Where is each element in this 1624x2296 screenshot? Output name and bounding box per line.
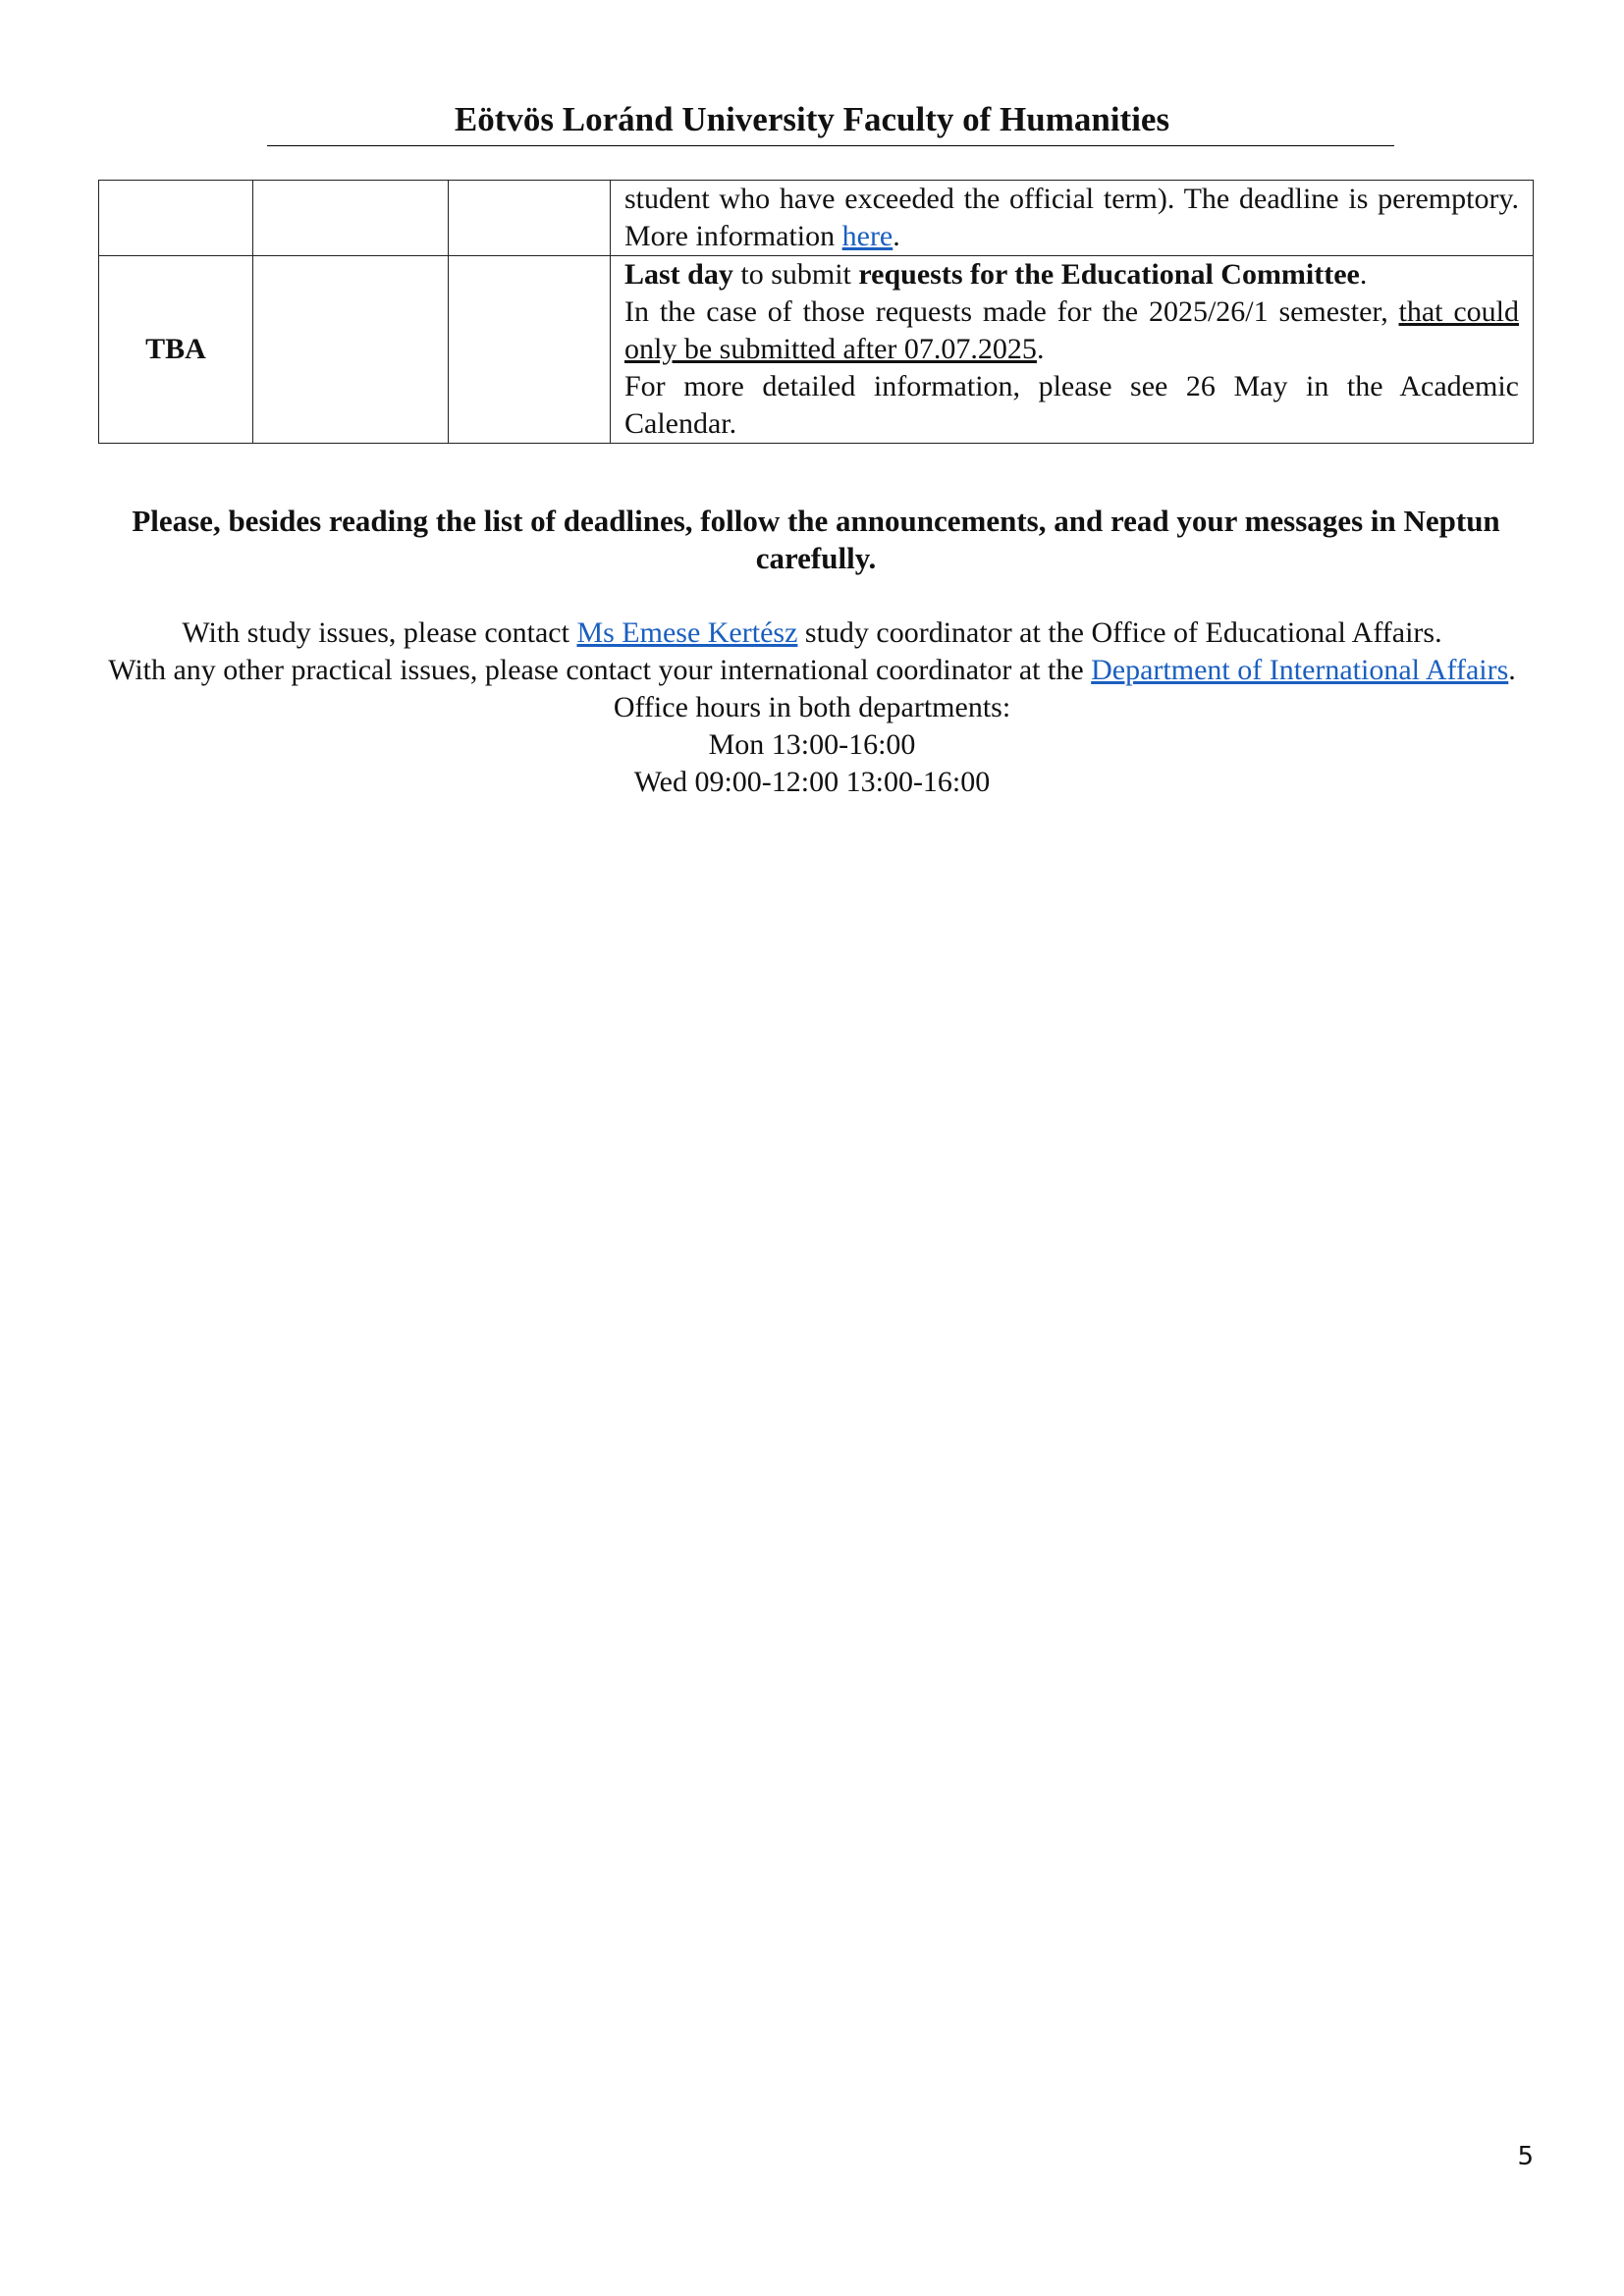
office-hours-mon: Mon 13:00-16:00: [708, 728, 916, 761]
page-header-title: Eötvös Loránd University Faculty of Humanities: [454, 100, 1170, 138]
table-cell-date: [99, 181, 253, 256]
office-hours-label: Office hours in both departments:: [613, 691, 1011, 723]
table-row: [99, 256, 1534, 444]
table-cell: [253, 256, 449, 444]
row1-description: student who have exceeded the official term). The deadline is peremptory. More information here.: [624, 183, 1519, 252]
contact-line-practical: With any other practical issues, please contact your international coordinator at the Department of International Affairs.: [108, 654, 1516, 686]
here-link[interactable]: here: [841, 220, 893, 252]
row2-line-1: Last day to submit requests for the Educational Committee.: [624, 258, 1368, 291]
table-cell: [449, 181, 611, 256]
table-row: [99, 181, 1534, 256]
table-cell: [253, 181, 449, 256]
table-cell-date: TBA: [99, 256, 253, 444]
table-cell-description: [611, 256, 1534, 444]
study-coordinator-link[interactable]: Ms Emese Kertész: [576, 616, 798, 649]
deadlines-table: [98, 180, 1534, 444]
page-number: 5: [1517, 2142, 1534, 2171]
row2-line-2: In the case of those requests made for the 2025/26/1 semester, that could only be submitted after 07.07.2025.: [624, 295, 1519, 365]
office-hours-wed: Wed 09:00-12:00 13:00-16:00: [633, 766, 991, 798]
header-divider: [267, 145, 1394, 146]
contact-line-study: With study issues, please contact Ms Emese Kertész study coordinator at the Office of Educational Affairs.: [182, 616, 1442, 649]
deadline-notice: Please, besides reading the list of deadlines, follow the announcements, and read your messages in Neptun carefully.: [132, 504, 1500, 575]
international-dept-link[interactable]: Department of International Affairs: [1091, 654, 1509, 686]
contact-section: [88, 614, 1536, 801]
table-cell-description: [611, 181, 1534, 256]
row2-line-3: For more detailed information, please see 26 May in the Academic Calendar.: [624, 370, 1519, 440]
table-cell: [449, 256, 611, 444]
